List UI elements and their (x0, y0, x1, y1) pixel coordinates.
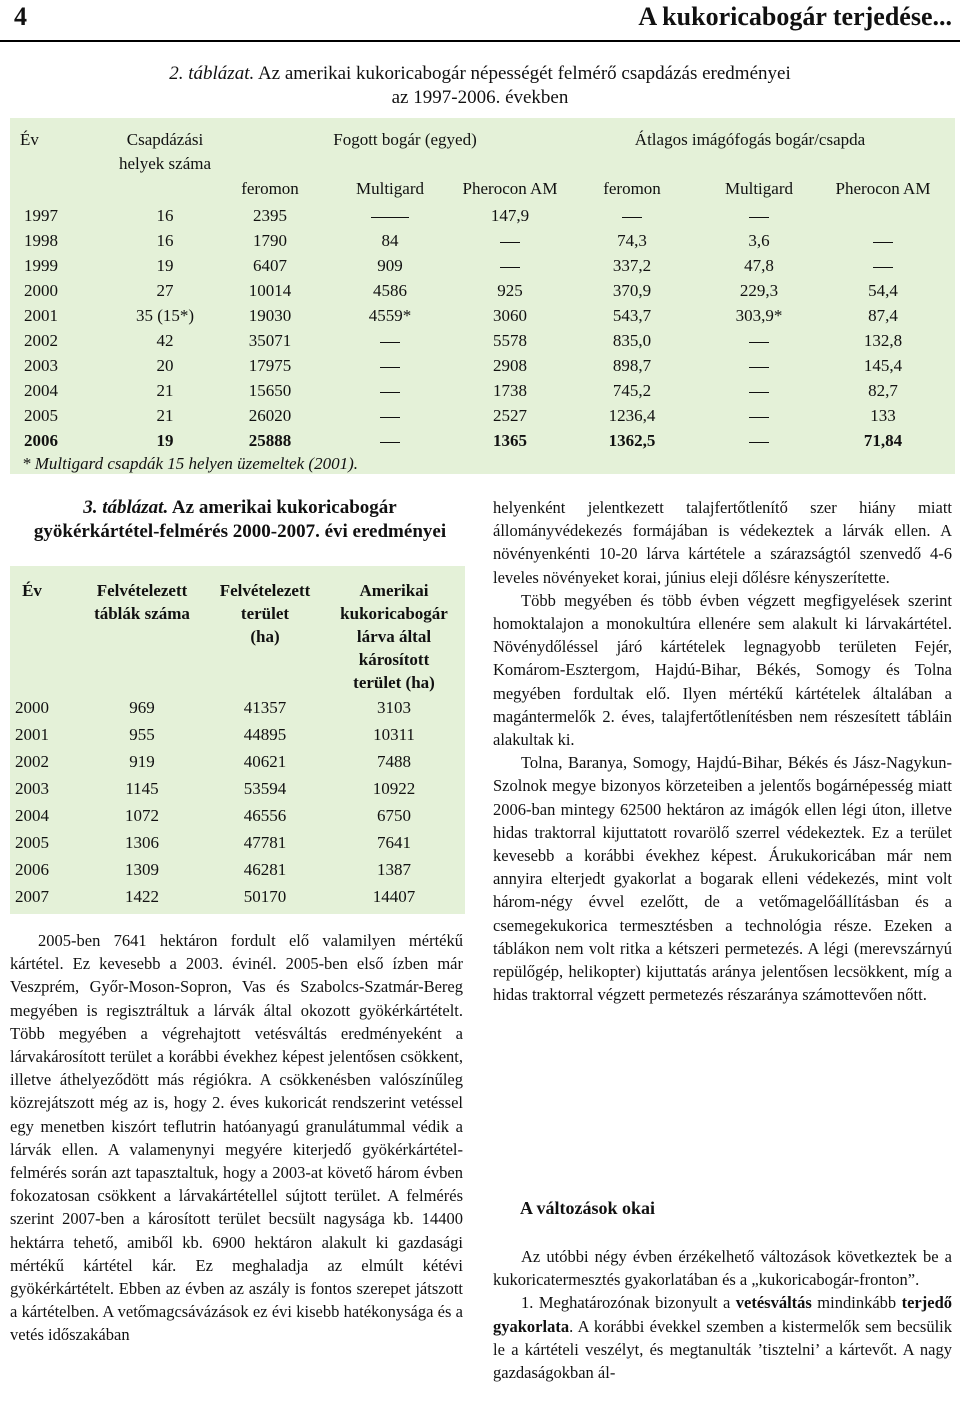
right-paragraph-4: Az utóbbi négy évben érzékelhető változások következtek be a kukoricatermesztés gyakorlatában és a „kukoricabogár-fronton”. (493, 1247, 952, 1290)
table2-cell: 71,84 (863, 431, 903, 450)
dash-mark (500, 242, 520, 243)
dash-mark (380, 367, 400, 368)
table2-footnote: * Multigard csapdák 15 helyen üzemeltek (2001). (22, 454, 358, 473)
table3-row (10, 698, 465, 724)
table2-title-line2: az 1997-2006. években (391, 87, 569, 108)
table2-subheader: feromon (241, 179, 299, 198)
table2-cell: 42 (156, 331, 174, 350)
table2-header-traps-1: Csapdázási (126, 130, 204, 149)
table3-row (10, 752, 465, 778)
table2-cell: 2005 (24, 406, 58, 425)
table2-cell: 337,2 (612, 256, 652, 275)
table3-cell: 955 (129, 725, 155, 744)
table2-row (10, 228, 955, 252)
table2-cell: 1236,4 (608, 406, 656, 425)
text-run: . A korábbi évekkel szemben a kistermelők sem becsülik le a kártételi veszélyt, és megtanulták ’tisztelni’ a kártevőt. A nagy gazdaságokban ál- (493, 1316, 952, 1383)
table2-cell: 16 (156, 206, 174, 225)
page-number: 4 (14, 2, 27, 31)
dash-mark (749, 417, 769, 418)
table3-row (10, 887, 465, 913)
table3-row (10, 833, 465, 859)
table2-row (10, 203, 955, 227)
table2-cell: 2004 (24, 381, 58, 400)
table2-cell: 303,9* (735, 306, 783, 325)
table2-cell: 909 (377, 256, 403, 275)
dash-mark (749, 392, 769, 393)
table2-cell: 15650 (248, 381, 292, 400)
table2-row (10, 303, 955, 327)
table3-cell: 53594 (243, 779, 287, 798)
table3-cell: 6750 (377, 806, 411, 825)
table2-cell (694, 356, 824, 376)
table3-cell: 50170 (243, 887, 287, 906)
table2-subheader: Pherocon AM (835, 179, 931, 198)
table3-cell: 7641 (377, 833, 411, 852)
table3-cell: 14407 (372, 887, 416, 906)
dash-mark (371, 217, 409, 218)
table2-subheader: Pherocon AM (462, 179, 558, 198)
dash-mark (749, 442, 769, 443)
table2-cell: 543,7 (612, 306, 652, 325)
table3-cell: 41357 (243, 698, 287, 717)
table2-cell: 2908 (493, 356, 527, 375)
table2-cell (694, 331, 824, 351)
table3-cell: 2001 (15, 725, 49, 744)
dash-mark (380, 342, 400, 343)
table2-cell: 4586 (373, 281, 407, 300)
table2-cell (445, 256, 575, 276)
bold-term: vetésváltás (735, 1293, 812, 1313)
table3-cell: 47781 (243, 833, 287, 852)
table2-cell: 745,2 (612, 381, 652, 400)
table2-cell (445, 231, 575, 251)
right-paragraph-1: helyenként jelentkezett talajfertőtlenítő szer hiány miatt állományvédekezés formájában is védekeztek a lárvák ellen. A növényenkénti 10-20 lárva kártétele a szárazságtól szenvedő 4-6 leveles növényeket korai, június eleji dőlésre kényszerítette. (493, 498, 952, 587)
table3-header-area (196, 579, 334, 648)
table2-cell: 19 (156, 256, 174, 275)
table2-caption (0, 62, 960, 110)
table2 (10, 118, 955, 474)
left-column-text (10, 929, 463, 1347)
table2-cell: 133 (870, 406, 896, 425)
table2-cell: 21 (156, 406, 174, 425)
table2-row (10, 328, 955, 352)
table2-cell: 2000 (24, 281, 58, 300)
table3-cell: 2006 (15, 860, 49, 879)
table2-cell (335, 206, 445, 226)
table2-cell: 19030 (248, 306, 292, 325)
right-paragraph-5 (493, 1291, 952, 1384)
bold-term: terjedő gyakorlata (493, 1293, 952, 1336)
table2-number: 2. táblázat. (169, 63, 255, 84)
table2-cell: 27 (156, 281, 174, 300)
header-line: lárva által (356, 627, 432, 646)
table2-cell (818, 256, 948, 276)
table2-cell: 3,6 (748, 231, 770, 250)
table2-cell: 2003 (24, 356, 58, 375)
table2-cell: 147,9 (490, 206, 530, 225)
dash-mark (622, 217, 642, 218)
right-paragraph-3: Tolna, Baranya, Somogy, Hajdú-Bihar, Békés és Jász-Nagykun-Szolnok megye bizonyos körzeteiben a jelentős bogárnépesség miatt 2006-ban mintegy 62500 hektáron az imágók ellen légi úton, illetve hidas traktorral kijuttatott rovarölő szerrel védekeztek. Ez a terület kevesebb a korábbi évekhez képest. Árukukoricában már nem annyira elterjedt gyakorlat a bogarak elleni védekezés, mint volt három-négy évvel ezelőtt, de a vetőmagelőállításban és a csemegekukorica termesztésben a technológia része. Ezeken a táblákon nem volt ritka a kétszeri permetezés. A légi (merevszárnyú repülőgép, helikopter) kijuttatás aránya jelentősen lecsökkent, míg a hidas traktorral végzett permetezés részaránya számottevően nőtt. (493, 753, 952, 1005)
table3-caption (10, 496, 470, 544)
table2-header-average: Átlagos imágófogás bogár/csapda (634, 130, 866, 149)
table3-header-year (12, 579, 52, 602)
table2-cell: 2395 (253, 206, 287, 225)
right-column-text (493, 496, 952, 1006)
table3-cell: 2004 (15, 806, 49, 825)
table3-row (10, 725, 465, 751)
header-line: Amerikai (359, 581, 429, 600)
table2-cell: 132,8 (863, 331, 903, 350)
table2-cell (818, 231, 948, 251)
table2-cell (572, 206, 692, 226)
page-header (0, 0, 960, 42)
table2-cell (694, 381, 824, 401)
table3-cell: 2003 (15, 779, 49, 798)
table2-cell: 2006 (24, 431, 58, 450)
table3-row (10, 806, 465, 832)
table2-row (10, 428, 955, 452)
table2-cell: 2527 (493, 406, 527, 425)
table3-cell: 10311 (373, 725, 415, 744)
table2-cell (694, 406, 824, 426)
table2-cell: 1738 (493, 381, 527, 400)
table2-subheader: feromon (603, 179, 661, 198)
section-title: A változások okai (520, 1198, 656, 1218)
table2-cell: 925 (497, 281, 523, 300)
table3-cell: 46556 (243, 806, 287, 825)
table2-cell (335, 356, 445, 376)
table2-cell: 35 (15*) (135, 306, 195, 325)
table3-title-line2: gyökérkártétel-felmérés 2000-2007. évi eredményei (33, 521, 447, 542)
dash-mark (749, 217, 769, 218)
right-column-text-2 (493, 1245, 952, 1384)
table2-cell: 47,8 (744, 256, 774, 275)
dash-mark (873, 267, 893, 268)
dash-mark (380, 442, 400, 443)
table2-cell: 84 (381, 231, 399, 250)
header-line: terület (ha) (353, 673, 435, 692)
table3-header-tables (72, 579, 212, 625)
table3-cell: 2007 (15, 887, 49, 906)
table2-cell: 835,0 (612, 331, 652, 350)
table2-cell: 229,3 (739, 281, 779, 300)
table2-cell (335, 381, 445, 401)
text-run: 1. Meghatározónak bizonyult a (521, 1293, 736, 1313)
table2-cell: 1362,5 (608, 431, 656, 450)
table3-number: 3. táblázat. (83, 497, 169, 518)
table2-header-caught: Fogott bogár (egyed) (333, 130, 477, 149)
table3-cell: 46281 (243, 860, 287, 879)
table2-cell: 1365 (493, 431, 527, 450)
table3-cell: 44895 (243, 725, 287, 744)
table2-subheader: Multigard (725, 179, 793, 198)
table2-cell: 2001 (24, 306, 58, 325)
table2-cell (335, 406, 445, 426)
table3-cell: 2002 (15, 752, 49, 771)
table2-cell: 1790 (253, 231, 287, 250)
dash-mark (749, 367, 769, 368)
dash-mark (380, 392, 400, 393)
table2-row (10, 403, 955, 427)
table2-cell (335, 431, 445, 451)
table2-cell: 5578 (493, 331, 527, 350)
table2-row (10, 353, 955, 377)
table3-row (10, 860, 465, 886)
dash-mark (500, 267, 520, 268)
table2-cell (694, 431, 824, 451)
table2-row (10, 278, 955, 302)
table2-cell: 1998 (24, 231, 58, 250)
right-paragraph-2: Több megyében és több évben végzett megfigyelések szerint homoktalajon a monokultúra ellenére sem alakult ki lárvakártétel. Növénydőléssel járó kártételek legnagyobb területen Fejér, Komárom-Esztergom, Hajdú-Bihar, Békés, Somogy és Tolna megyében fordultak elő. Ilyen mértékű kártételek általában a magántermelők 2. éves, talajfertőtlenítésben nem részesített tábláin alakultak ki. (493, 590, 952, 750)
table2-cell (694, 206, 824, 226)
table2-title-line1: Az amerikai kukoricabogár népességét felmérő csapdázás eredményei (257, 63, 791, 84)
header-line: (ha) (250, 627, 280, 646)
table2-cell: 898,7 (612, 356, 652, 375)
table3-cell: 10922 (372, 779, 416, 798)
table3-cell: 2000 (15, 698, 49, 717)
table2-header-year: Év (20, 130, 39, 149)
table2-cell: 370,9 (612, 281, 652, 300)
table3-cell: 1309 (125, 860, 159, 879)
table2-row (10, 253, 955, 277)
header-line: károsított (358, 650, 430, 669)
table3-cell: 1422 (125, 887, 159, 906)
table3-title-line1: Az amerikai kukoricabogár (171, 497, 397, 518)
header-line: terület (240, 604, 290, 623)
table2-cell: 16 (156, 231, 174, 250)
table2-cell: 20 (156, 356, 174, 375)
table2-cell: 82,7 (868, 381, 898, 400)
table2-cell: 3060 (493, 306, 527, 325)
running-title: A kukoricabogár terjedése... (638, 2, 952, 31)
table3 (10, 566, 465, 914)
table2-cell: 17975 (248, 356, 292, 375)
table2-cell: 10014 (248, 281, 292, 300)
table2-cell: 21 (156, 381, 174, 400)
table2-cell: 87,4 (868, 306, 898, 325)
left-paragraph: 2005-ben 7641 hektáron fordult elő valamilyen mértékű kártétel. Ez kevesebb a 2003. évinél. 2005-ben első ízben már Veszprém, Győr-Moson-Sopron, Vas és Szabolcs-Szatmár-Bereg megyében is regisztráltuk a lárvák által okozott gyökérkártételt. Több megyében a végrehajtott vetésváltás eredményeként a lárvakárosított terület a korábbi évekhez képest jelentősen csökkent, illetve áthelyeződött más régiókra. A csökkenésben valószínűleg közrejátszott még az is, hogy 2. éves kukoricát rendszerint vetéssel egy menetben kiszórt teflutrin hatóanyagú granulátummal védik a lárvák ellen. A valamenynyi megyére kiterjedő gyökérkártétel-felmérés során azt tapasztaltuk, hogy a 2003-at követő három évben fokozatosan csökkent a lárvakártétellel sújtott terület. A felmérés szerint 2007-ben a károsított terület becsült nagysága kb. 14400 hektárra tehető, amiből kb. 6900 hektáron alakult ki gazdasági mértékű kártétel kár. Ez meghaladja az elmúlt kétévi gyökérkártételt. Ebben az évben az aszály is fontos szerepet játszott a kártételben. A vetőmagcsávázások ez évi kisebb hatékonysága és a vetés időszakában (10, 931, 463, 1345)
table3-cell: 919 (129, 752, 155, 771)
table3-cell: 1387 (377, 860, 411, 879)
table2-cell: 26020 (248, 406, 292, 425)
header-line: Év (22, 581, 42, 600)
table3-cell: 1145 (125, 779, 159, 798)
table2-cell: 25888 (248, 431, 292, 450)
table2-header-traps-2: helyek száma (118, 154, 212, 173)
table2-cell: 6407 (253, 256, 287, 275)
table2-cell: 74,3 (617, 231, 647, 250)
text-run: mindinkább (811, 1293, 902, 1313)
table2-cell: 1999 (24, 256, 58, 275)
table2-cell: 35071 (248, 331, 292, 350)
table2-cell: 145,4 (863, 356, 903, 375)
table3-cell: 1072 (125, 806, 159, 825)
table3-cell: 969 (129, 698, 155, 717)
table3-cell: 1306 (125, 833, 159, 852)
header-line: Felvételezett (219, 581, 311, 600)
table3-row (10, 779, 465, 805)
table3-header-damaged (322, 579, 466, 694)
table3-cell: 40621 (243, 752, 287, 771)
table2-cell: 2002 (24, 331, 58, 350)
header-line: táblák száma (94, 604, 190, 623)
table3-cell: 7488 (377, 752, 411, 771)
table2-subheader: Multigard (356, 179, 424, 198)
table2-cell: 19 (156, 431, 174, 450)
header-line: kukoricabogár (340, 604, 448, 623)
dash-mark (749, 342, 769, 343)
table2-row (10, 378, 955, 402)
dash-mark (380, 417, 400, 418)
header-line: Felvételezett (96, 581, 188, 600)
table2-cell: 54,4 (868, 281, 898, 300)
dash-mark (873, 242, 893, 243)
table3-cell: 2005 (15, 833, 49, 852)
table3-cell: 3103 (377, 698, 411, 717)
table2-cell (335, 331, 445, 351)
table2-cell: 4559* (368, 306, 412, 325)
table2-cell: 1997 (24, 206, 58, 225)
